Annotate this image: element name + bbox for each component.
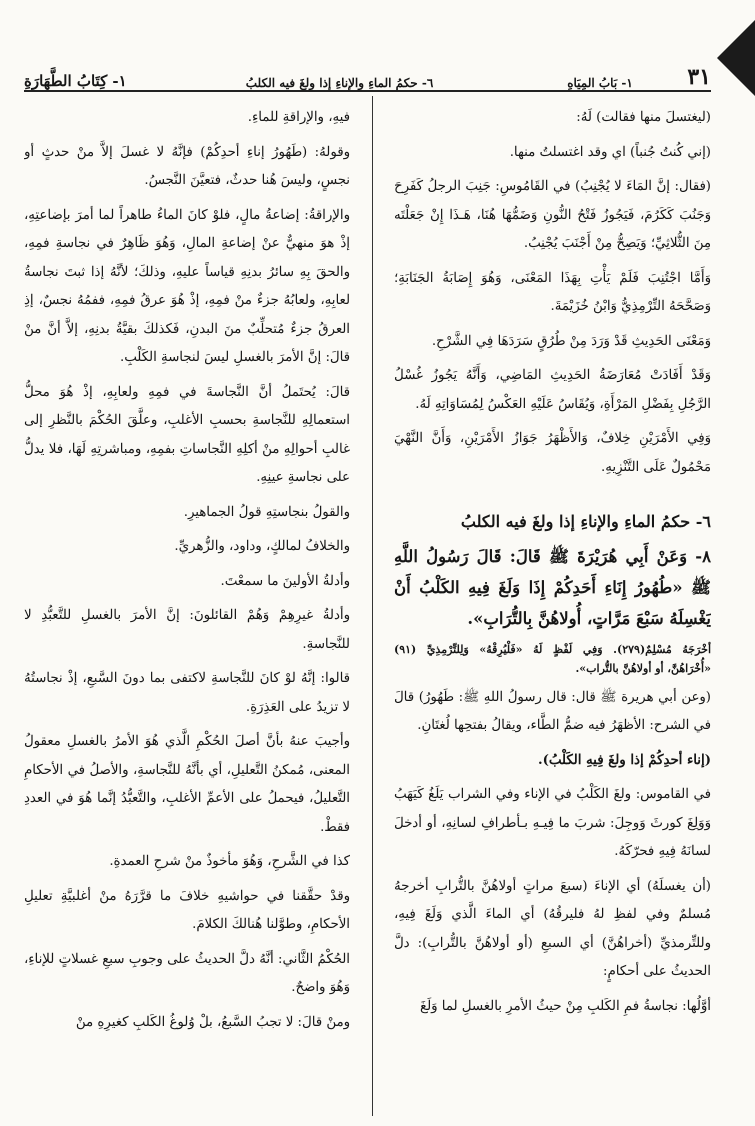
paragraph: وقولهُ: (طَهُورُ إناءِ أحدِكُمْ) فإنَّهُ لا غسلَ إلاَّ منْ حدثٍ أو نجسٍ، وليسَ هُنا حدثٌ، فتعيَّنَ النَّجسُ. (24, 144, 350, 188)
paragraph: (إني كُنتُ جُنباً) اي وقد اغتسلتُ منها. (509, 144, 711, 160)
left-column (24, 104, 350, 1112)
paragraph: وأدلةُ الأولينَ ما سمعْتَ. (220, 573, 350, 589)
paragraph: وَفِي الأَمْرَيْنِ خِلافٌ، وَالأَظْهَرُ جَوَازُ الأَمْرَيْنِ، وَأَنَّ النَّهْيَ مَحْمُولٌ عَلَى التَّنْزِيهِ. (394, 431, 711, 475)
paragraph: (أن يغسلَهُ) أي الإناءَ (سبعَ مراتٍ أولاهُنَّ بالتُّرابِ أخرجهُ مُسلمٌ وفي لفظِ لهُ فليرقُهُ) أي الماءَ الَّذي وَلَغَ فِيهِ، وللتِّرمذيِّ (أخراهُنَّ) أي السبعِ (أو أولاهُنَّ بالتُّرابِ): دلَّ الحديثُ على أحكامٍ: (394, 878, 711, 979)
paragraph: الحُكْمُ الثَّاني: أنَّهُ دلَّ الحديثُ على وجوبِ سبعِ غسلاتٍ للإناءِ، وَهُوَ واضحٌ. (24, 951, 350, 995)
paragraph: وَأَمَّا اجْتُنِبَ فَلَمْ يَأْتِ بِهَذَا المَعْنَى، وَهُوَ إِصَابَةُ الجَنَابَةِ؛ وَصَحَّحَهُ التِّرْمِذِيُّ وَابْنُ خُزَيْمَةَ. (394, 270, 711, 314)
paragraph: أوَّلُها: نجاسةُ فمِ الكَلبِ مِنْ حيثُ الأمرِ بالغسلِ لما وَلَغَ (420, 998, 711, 1014)
paragraph: ومنْ قالَ: لا تجبُ السَّبعُ، بلْ وُلوغُ الكَلبِ كغيرِهِ منْ (75, 1014, 350, 1030)
paragraph: (فقال: إنَّ المَاءَ لا يُجْنِبُ) في القَامُوسِ: جَنِبَ الرجلُ كَفَرِحَ وَجَنُبَ كَكَرُمَ، فَيَجُوزُ فَتْحُ النُّونِ وَضَمُّهَا هُنَا، هَـذَا إِنْ جَعَلْتَه مِنَ الثُّلاثِيِّ؛ وَيَصِحُّ مِنْ أَجْنَبَ يُجْنِبُ. (394, 179, 711, 251)
section-title: ٦- حكمُ الماءِ والإناءِ إذا ولغَ فيه الكلبُ (460, 512, 711, 531)
takhrij-note: أخْرَجَهُ مُسْلِمٌ(٢٧٩). وَفِي لَفْظٍ لَهُ «فَلْيُرِقْهُ» وَلِلتِّرْمِذِيِّ (٩١) «أُخْرَاهُنَّ، أو أولاهُنَّ بالتُّراب». (394, 642, 711, 675)
running-header (24, 60, 711, 92)
paragraph: وَمَعْنَى الحَدِيثِ قَدْ وَرَدَ مِنْ طُرُقٍ سَرَدَهَا فِي الشَّرْحِ. (431, 333, 711, 349)
page-number: ٣١ (687, 64, 711, 90)
paragraph: (إناء أحدِكُمْ إذا ولغَ فِيهِ الكَلْبُ). (537, 752, 711, 768)
paragraph: فيهِ، والإراقةِ للماءِ. (247, 110, 350, 125)
column-divider (372, 96, 373, 1116)
paragraph: (ليغتسلَ منها فقالت) لَهُ: (576, 110, 711, 125)
paragraph: (وعن أبي هريرة ﷺ قال: قال رسولُ اللهِ ﷺ: طَهُورُ) قالَ في الشرح: الأظهَرُ فيه ضمُّ الطَّاء، ويقالُ بفتحِها لُغتَانِ. (394, 689, 711, 733)
paragraph: قالوا: إنَّهُ لوْ كانَ للنَّجاسةِ لاكتفى بما دونَ السَّبعِ، إذْ نجاستُهُ لا تزيدُ على العَذِرَةِ. (24, 671, 350, 715)
header-book: ١- كِتَابُ الطَّهَارَةِ (24, 72, 127, 90)
page-corner-mark (717, 20, 755, 96)
header-chapter: ١- بَابُ المِيَاهِ (567, 76, 633, 90)
paragraph: كذا في الشَّرحِ، وَهُوَ مأخوذٌ منْ شرحِ العمدةِ. (109, 854, 350, 869)
right-column (394, 104, 711, 1112)
paragraph: قالَ: يُحتَملُ أنَّ النَّجاسةَ في فمِهِ ولعابِهِ، إذْ هُوَ محلُّ استعمالِهِ للنَّجاسةِ بحسبِ الأغلبِ، وعلَّقَ الحُكْمَ بالنَّظرِ إلى غالبِ أحوالِهِ منْ أكلِهِ النَّجاساتِ بفمِهِ، ومباشرتِهِ لَهَا، فلا يدلُّ على نجاسةِ عينِهِ. (24, 384, 350, 485)
header-topic: ٦- حكمُ الماءِ والإناءِ إذا ولغَ فيه الكلبُ (245, 76, 434, 90)
paragraph: والقولُ بنجاستِهِ قولُ الجماهيرِ. (183, 504, 350, 520)
paragraph: والخلافُ لمالكٍ، وداود، والزُّهريِّ. (174, 539, 350, 554)
paragraph: وقدْ حقَّقنا في حواشيهِ خلافَ ما قرَّرَهُ منْ أغلبيَّةِ تعليلِ الأحكامِ، وطوَّلنا هُنالكَ الكلامَ. (24, 888, 350, 932)
paragraph: وأجيبَ عنهُ بأنَّ أصلَ الحُكْمِ الَّذي هُوَ الأمرُ بالغسلِ معقولُ المعنى، مُمكنُ التَّعليلِ، أي بأنَّهُ للنَّجاسةِ، والأصلُ في الأحكامِ التَّعليلُ، فيحملُ على الأعمِّ الأغلبِ، والتَّعبُّدُ إنَّما هُوَ في العددِ فقطْ. (24, 734, 350, 835)
paragraph: والإراقةُ: إضاعةُ مالٍ، فلوْ كانَ الماءُ طاهراً لما أمرَ بإضاعتِهِ، إذْ هوَ منهيٌّ عنْ إضاعةِ المالِ، وَهُوَ ظَاهِرٌ في نجاسةِ فمِهِ، والحقَ بِهِ سائرُ بدنِهِ قياساً عليهِ، وذلكَ؛ لأنَّهُ إذا ثبتَ نجاسةُ لعابِهِ، ولعابُهُ جزءٌ منْ فمِهِ، إذْ هُوَ عرقُ فمِهِ، ففمُهُ نجسٌ، إذِ العرقُ جزءٌ مُتحلِّبٌ منَ البدنِ، فَكذلكَ بقيَّةُ بدنِهِ، إلاَّ أنَّ منْ قالَ: إنَّ الأمرَ بالغسلِ ليسَ لنجاسةِ الكَلْبِ. (24, 207, 350, 365)
paragraph: في القاموس: ولغَ الكَلْبُ في الإناء وفي الشراب يَلَغُ كَيَهَبُ وَوَلِغَ كورثَ وَوجِلَ: شربَ ما فِيـهِ بـأطرافِ لسانِهِ، أو أدخلَ لسانَهُ فِيهِ فحرّكَهُ. (394, 787, 711, 859)
paragraph: وأدلةُ غيرِهِمْ وَهُمْ القائلونَ: إنَّ الأمرَ بالغسلِ للتَّعبُّدِ لا للنَّجاسةِ. (24, 608, 350, 652)
paragraph: وَقَدْ أَفَادَتْ مُعَارَضَةُ الحَدِيثِ المَاضِي، وَأَنَّهُ يَجُوزُ غُسْلُ الرَّجُلِ بِفَضْلِ المَرْأَةِ، وَيُقَاسُ عَلَيْهِ العَكْسُ لِمُسَاوَاتِهِ لَهُ. (394, 368, 711, 412)
hadith-text: ٨- وَعَنْ أَبِي هُرَيْرَةَ ﷺ قَالَ: قَالَ رَسُولُ اللَّهِ ﷺ «طُهُورُ إِنَاءِ أَحَدِكُمْ إِذَا وَلَغَ فِيهِ الكَلْبُ أَنْ يَغْسِلَهُ سَبْعَ مَرَّاتٍ، أُولاهُنَّ بِالتُّرَابِ». (394, 546, 711, 628)
